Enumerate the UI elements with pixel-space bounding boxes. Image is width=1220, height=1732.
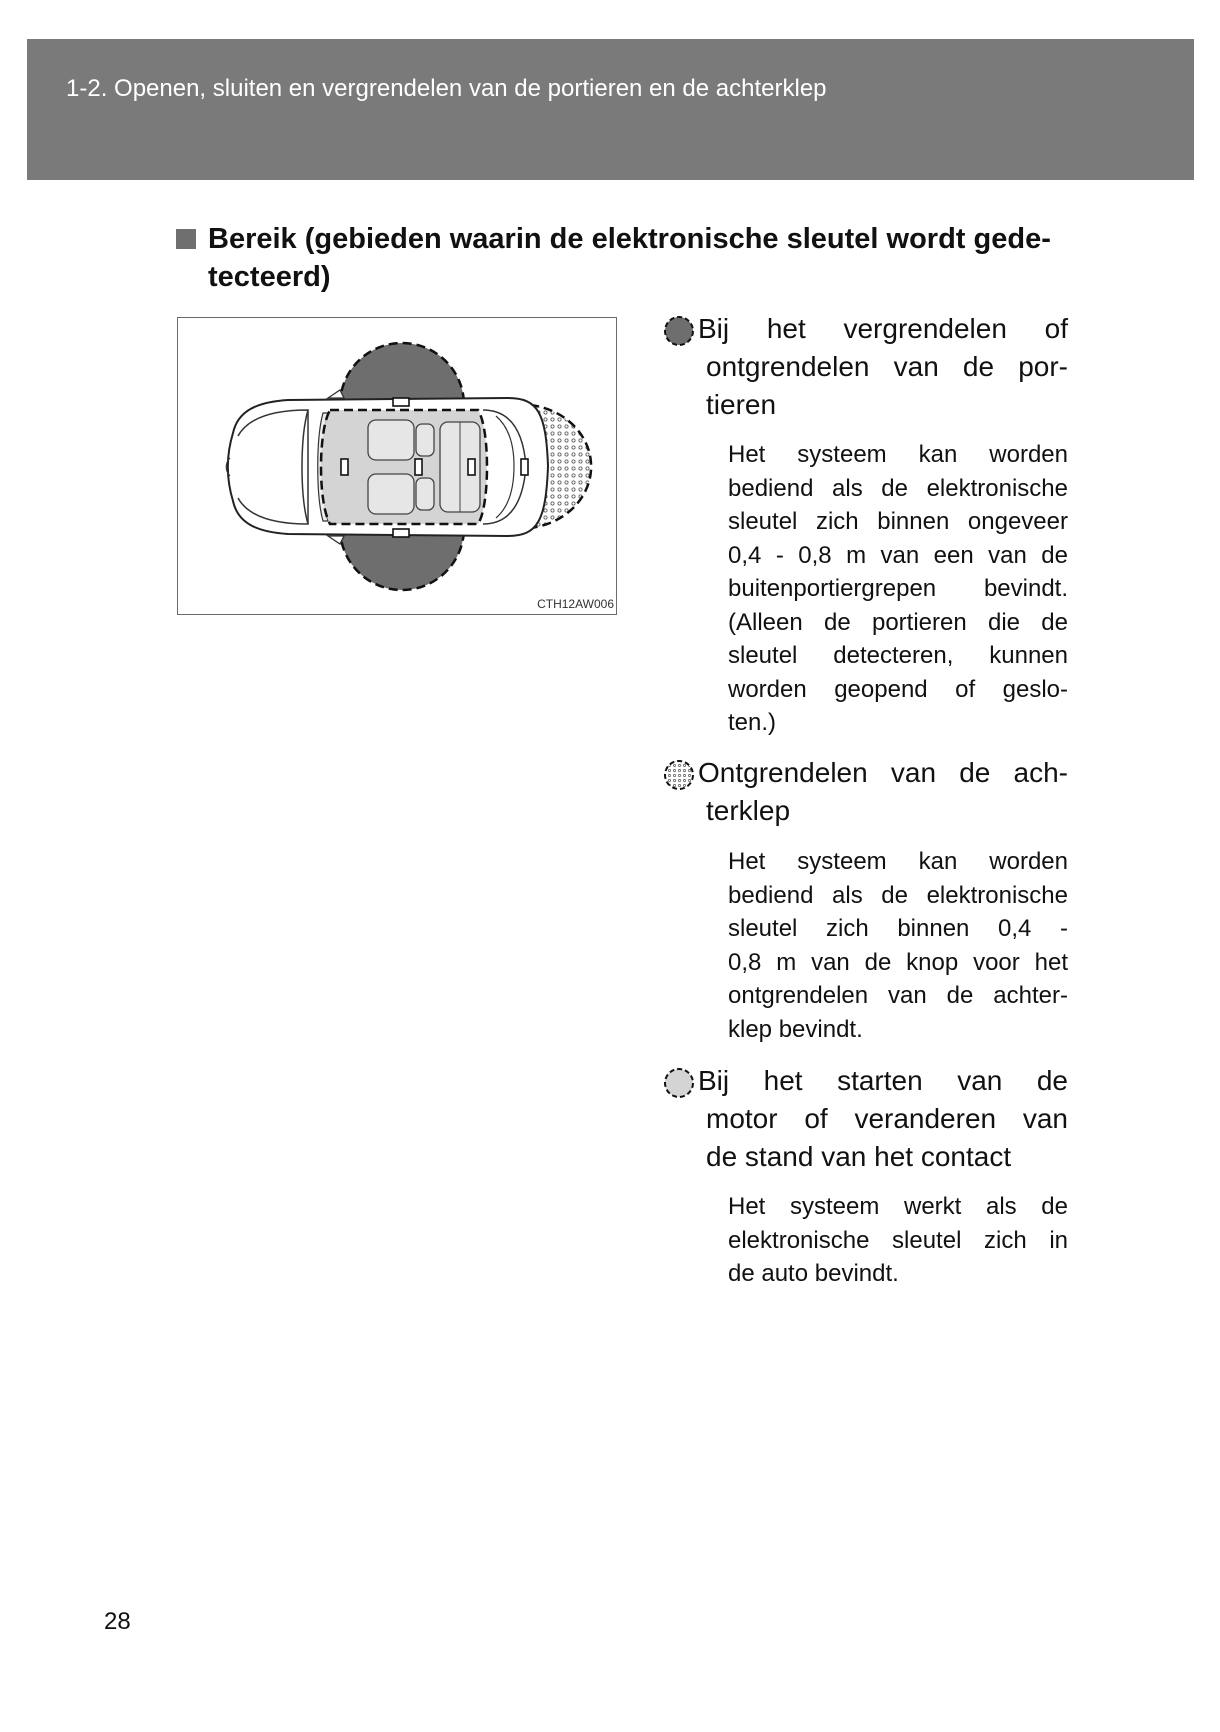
car-top-view-illustration xyxy=(178,318,618,616)
antenna-front xyxy=(341,459,348,475)
item-title: Ontgrendelen van de ach- terklep xyxy=(698,757,1068,826)
item-description: Het systeem kan worden bediend als de elektronische sleutel zich binnen 0,4 - 0,8 m van de knop voor het ontgrendelen van de achter- klep bevindt. xyxy=(728,848,1068,1043)
antenna-top xyxy=(393,398,409,406)
heading-line-1: Bereik (gebieden waarin de elektronische sleutel wordt gede- xyxy=(208,223,1051,255)
item-title: Bij het vergrendelen of ontgrendelen van de por- tieren xyxy=(698,313,1068,420)
chapter-header-title: 1-2. Openen, sluiten en vergrendelen van de portieren en de achterklep xyxy=(66,75,827,102)
figure-code: CTH12AW006 xyxy=(537,597,614,611)
antenna-bottom xyxy=(393,529,409,537)
chapter-header-band xyxy=(27,39,1194,180)
dotted-circle-icon xyxy=(662,758,696,792)
dark-dashed-circle-icon xyxy=(662,314,696,348)
detection-range-figure xyxy=(177,317,617,615)
light-dashed-circle-icon xyxy=(662,1066,696,1100)
antenna-rear xyxy=(468,459,475,475)
door-zone-top xyxy=(340,343,464,405)
item-description: Het systeem kan worden bediend als de elektronische sleutel zich binnen ongeveer 0,4 - 0,8 m van een van de buitenportiergrepen bevindt. (Alleen de portieren die de sleutel detecteren, kunnen worden geopend of geslo- ten.) xyxy=(728,441,1068,736)
heading-line-2: tecteerd) xyxy=(208,261,331,293)
antenna-tailgate xyxy=(521,459,528,475)
heading-square-icon xyxy=(176,229,196,249)
page-number: 28 xyxy=(104,1608,131,1635)
item-title: Bij het starten van de motor of veranderen van de stand van het contact xyxy=(698,1065,1068,1172)
antenna-middle xyxy=(415,459,422,475)
item-description: Het systeem werkt als de elektronische sleutel zich in de auto bevindt. xyxy=(728,1193,1068,1287)
